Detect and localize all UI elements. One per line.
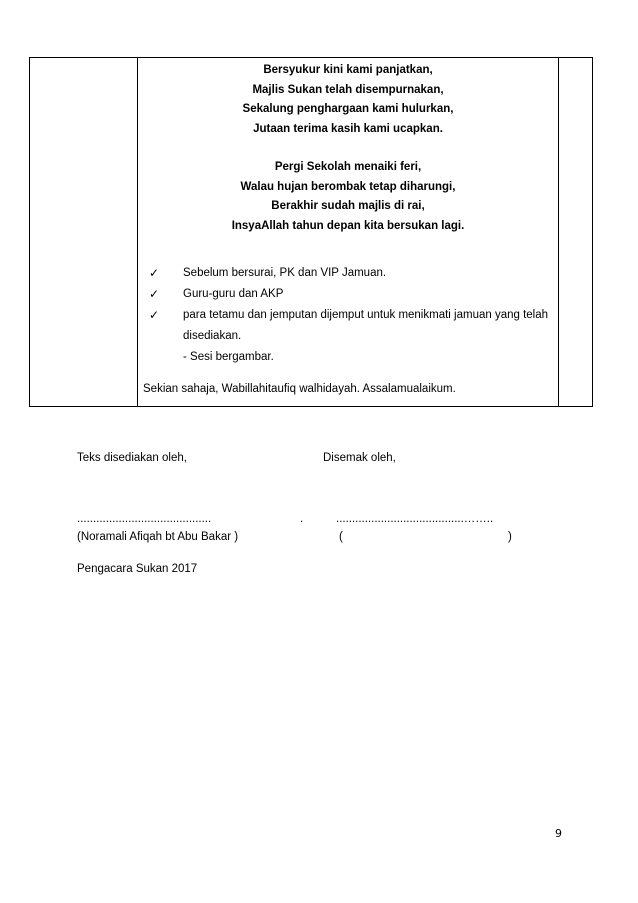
prepared-by-label: Teks disediakan oleh, (77, 452, 187, 464)
checklist-item (146, 305, 555, 347)
verse-line: InsyaAllah tahun depan kita bersukan lagi. (231, 219, 465, 232)
pantun-verse-2 (137, 158, 559, 236)
verse-line: Pergi Sekolah menaiki feri, (274, 161, 422, 173)
verse-line: Walau hujan berombak tetap diharungi, (240, 180, 456, 193)
verse-line: Majlis Sukan telah disempurnakan, (252, 83, 444, 96)
verse-line: Berakhir sudah majlis di rai, (271, 200, 425, 212)
checklist-item-text: para tetamu dan jemputan dijemput untuk menikmati jamuan yang telah (183, 309, 549, 321)
verse-line: Sekalung penghargaan kami hulurkan, (242, 103, 454, 115)
signature-line-right: ........................................…….. (336, 513, 494, 525)
checklist-item (146, 263, 555, 284)
checklist-item-text: Sebelum bersurai, PK dan VIP Jamuan. (183, 267, 387, 279)
page-number: 9 (555, 827, 562, 840)
signature-line-left: .......................................... (77, 513, 212, 525)
preparer-role: Pengacara Sukan 2017 (77, 563, 198, 575)
preparer-name: (Noramali Afiqah bt Abu Bakar ) (77, 531, 239, 543)
checker-name-close-paren: ) (508, 531, 512, 543)
checkmark-icon: ✓ (149, 287, 160, 301)
checklist (146, 263, 555, 368)
checkmark-icon: ✓ (149, 308, 160, 322)
checklist-item-continuation: disediakan. (183, 330, 242, 342)
pantun-verse-1 (137, 61, 559, 139)
signature-separator-dot: . (300, 513, 304, 525)
checked-by-label: Disemak oleh, (323, 452, 396, 464)
verse-line: Bersyukur kini kami panjatkan, (263, 64, 433, 76)
photo-session-note: - Sesi bergambar. (183, 351, 274, 363)
checkmark-icon: ✓ (149, 266, 160, 280)
checklist-item (146, 284, 555, 305)
closing-remark: Sekian sahaja, Wabillahitaufiq walhidayah. Assalamualaikum. (143, 383, 456, 395)
checker-name-open-paren: ( (339, 531, 343, 543)
program-table (29, 57, 593, 407)
table-content-cell (137, 58, 559, 406)
verse-line: Jutaan terima kasih kami ucapkan. (253, 122, 443, 135)
checklist-item-text: Guru-guru dan AKP (183, 288, 284, 300)
